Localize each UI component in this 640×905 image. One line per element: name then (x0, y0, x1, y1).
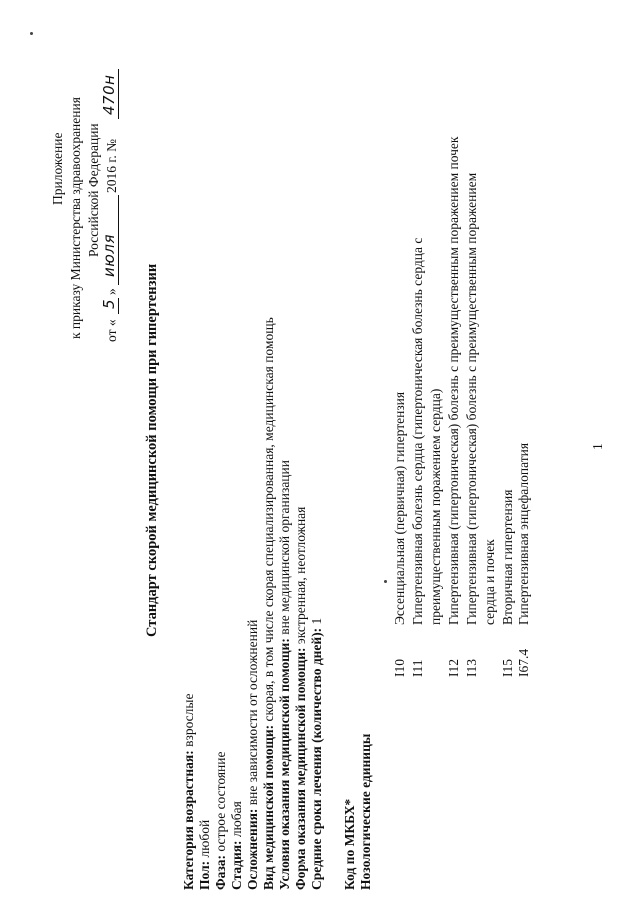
order-number-underline (118, 69, 119, 119)
date-month-underline (118, 195, 119, 285)
date-day-handwritten: 5 (100, 298, 118, 309)
date-prefix: от « (104, 319, 119, 342)
document-title: Стандарт скорой медицинской помощи при гипертензии (144, 263, 160, 637)
field-care-type: Вид медицинской помощи: скорая, в том числе скорая специализированная, медицинская помощь (261, 317, 276, 890)
code-i15-description: Вторичная гипертензия (500, 489, 515, 625)
date-day-underline (118, 298, 119, 314)
order-number-handwritten: 470н (100, 74, 118, 115)
code-i15: I15 (500, 659, 515, 677)
mkb-code-label: Код по МКБХ* (342, 798, 357, 890)
code-i11-description-line2: преимущественным поражением сердца) (428, 388, 443, 625)
field-phase: Фаза: острое состояние (213, 751, 228, 890)
code-i12-description: Гипертензивная (гипертоническая) болезнь с преимущественным поражением почек (446, 136, 461, 625)
field-stage: Стадия: любая (229, 801, 244, 890)
code-i13-description-line2: сердца и почек (482, 539, 497, 625)
code-i10: I10 (392, 659, 407, 677)
code-i13: I13 (464, 659, 479, 677)
code-i11: I11 (410, 659, 425, 677)
field-care-form: Форма оказания медицинской помощи: экстренная, неотложная (293, 506, 308, 890)
order-line-2: Российской Федерации (86, 123, 101, 257)
order-line-1: к приказу Министерства здравоохранения (68, 97, 83, 339)
nosology-units-label: Нозологические единицы (358, 733, 373, 890)
code-i13-description-line1: Гипертензивная (гипертоническая) болезнь с преимущественным поражением (464, 172, 479, 625)
code-i67-4-description: Гипертензивная энцефалопатия (516, 442, 531, 625)
scan-speck (30, 32, 33, 35)
code-i12: I12 (446, 659, 461, 677)
date-year: 2016 г. № (104, 138, 119, 193)
scan-speck (384, 580, 387, 583)
code-i11-description-line1: Гипертензивная болезнь сердца (гипертоническая болезнь сердца с (410, 237, 425, 625)
field-treatment-duration: Средние сроки лечения (количество дней): 1 (309, 617, 324, 890)
appendix-label: Приложение (50, 132, 65, 205)
field-age-category: Категория возрастная: взрослые (181, 693, 196, 890)
date-month-handwritten: июля (100, 234, 118, 277)
date-mid: » (104, 288, 119, 295)
page-number: 1 (590, 443, 605, 450)
code-i67-4: I67.4 (516, 648, 531, 677)
field-sex: Пол: любой (197, 819, 212, 890)
field-care-conditions: Условия оказания медицинской помощи: вне медицинской организации (277, 460, 292, 890)
code-i10-description: Эссенциальная (первичная) гипертензия (392, 391, 407, 625)
field-complications: Осложнения: вне зависимости от осложнений (245, 619, 260, 890)
